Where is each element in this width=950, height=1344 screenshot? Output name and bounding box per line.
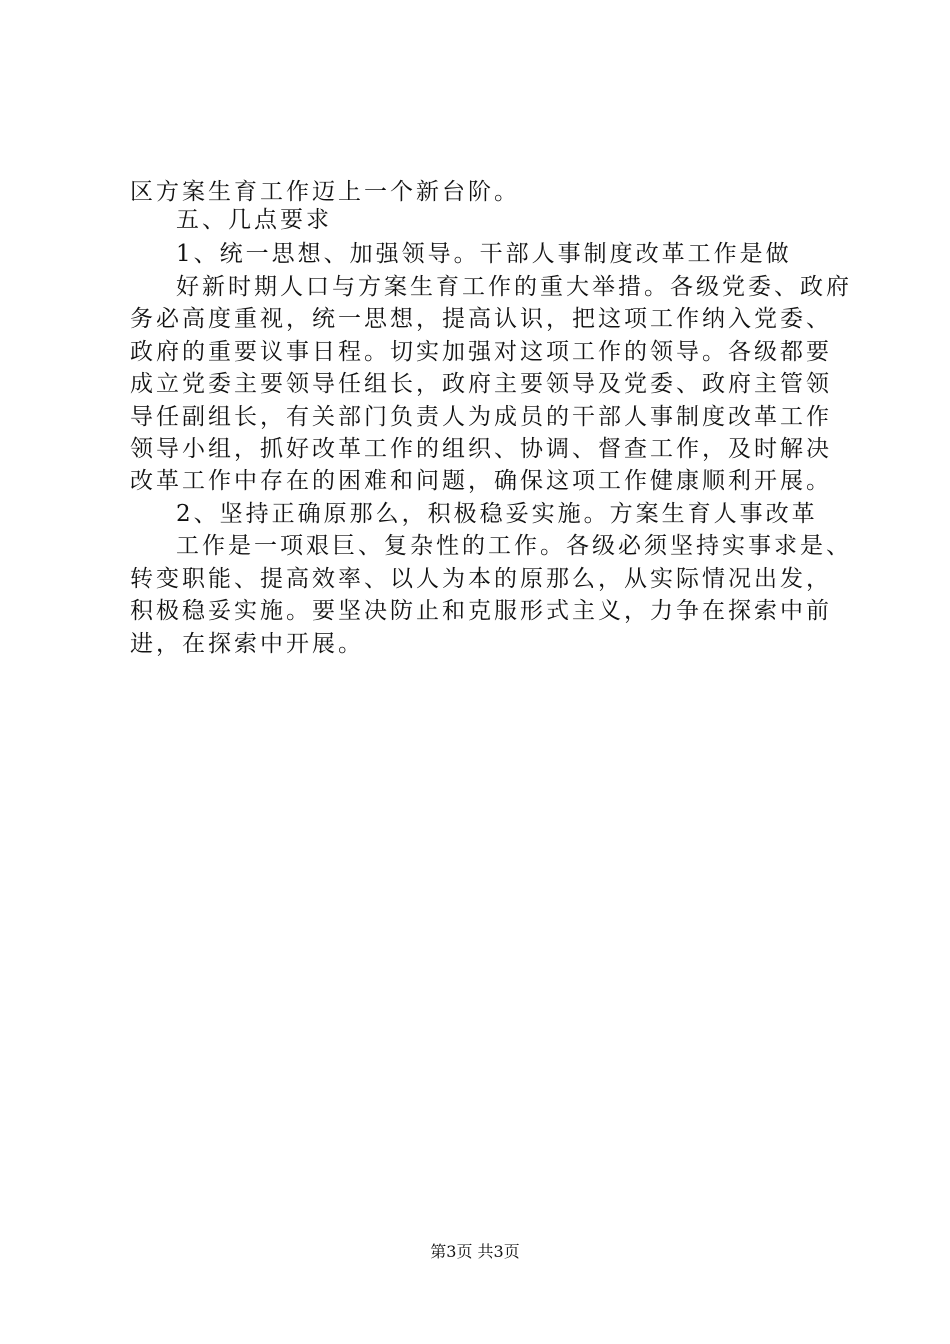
body-line-3: 1、统一思想、加强领导。干部人事制度改革工作是做 [176,241,792,267]
body-line-7: 成立党委主要领导任组长，政府主要领导及党委、政府主管领 [130,371,832,397]
body-line-11: 2、坚持正确原那么，积极稳妥实施。方案生育人事改革 [176,501,818,527]
page-number-footer: 第3页 共3页 [430,1242,520,1261]
body-line-6: 政府的重要议事日程。切实加强对这项工作的领导。各级都要 [130,339,832,365]
body-line-15: 进，在探索中开展。 [130,631,364,657]
body-line-14: 积极稳妥实施。要坚决防止和克服形式主义，力争在探索中前 [130,598,832,624]
body-line-1: 区方案生育工作迈上一个新台阶。 [130,179,520,205]
body-line-4: 好新时期人口与方案生育工作的重大举措。各级党委、政府 [176,274,852,300]
body-line-12: 工作是一项艰巨、复杂性的工作。各级必须坚持实事求是、 [176,533,852,559]
body-line-10: 改革工作中存在的困难和问题，确保这项工作健康顺利开展。 [130,468,832,494]
body-line-5: 务必高度重视，统一思想，提高认识，把这项工作纳入党委、 [130,306,832,332]
section-heading: 五、几点要求 [176,207,332,233]
body-line-8: 导任副组长，有关部门负责人为成员的干部人事制度改革工作 [130,404,832,430]
body-line-13: 转变职能、提高效率、以人为本的原那么，从实际情况出发， [130,566,832,592]
body-line-9: 领导小组，抓好改革工作的组织、协调、督查工作，及时解决 [130,436,832,462]
